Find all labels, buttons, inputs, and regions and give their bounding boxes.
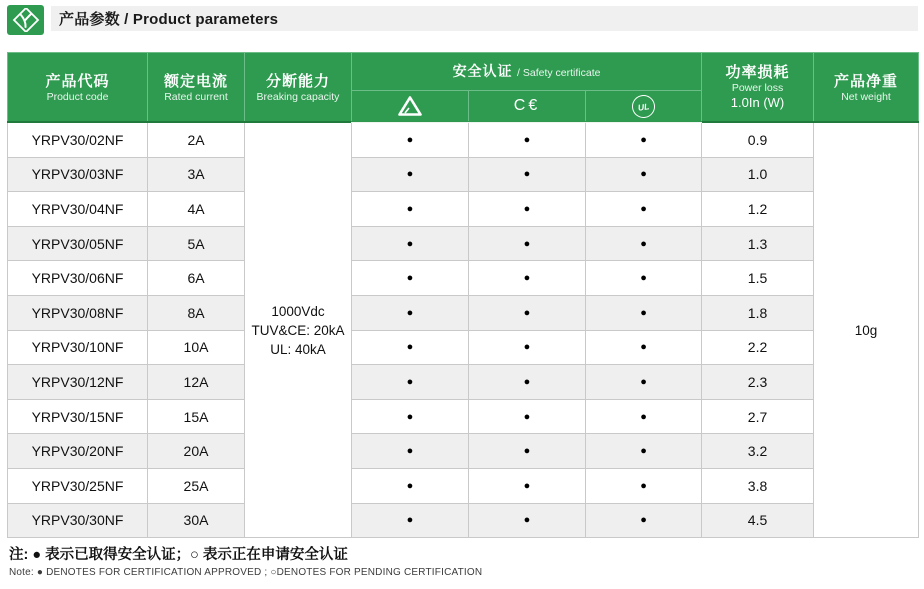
table-row bbox=[8, 122, 919, 157]
power-loss-cell: 4.5 bbox=[702, 503, 814, 538]
col-header-power-loss-sub: 1.0In (W) bbox=[730, 95, 785, 110]
col-header-power-loss-en: Power loss bbox=[731, 82, 784, 94]
col-header-safety-certificate-cn: 安全认证 bbox=[452, 63, 513, 79]
ce-cert-cell: ● bbox=[469, 330, 586, 365]
ul-cert-cell: ● bbox=[586, 434, 702, 469]
power-loss-cell: 1.5 bbox=[702, 261, 814, 296]
ul-cert-cell: ● bbox=[586, 468, 702, 503]
col-header-rated-current-cn: 额定电流 bbox=[163, 72, 228, 90]
product-code-cell: YRPV30/06NF bbox=[8, 261, 148, 296]
breaking-capacity-line3: UL: 40kA bbox=[270, 341, 326, 357]
ce-cert-cell: ● bbox=[469, 192, 586, 227]
rated-current-cell: 15A bbox=[148, 399, 245, 434]
ce-icon bbox=[469, 91, 585, 121]
tuv-cert-cell: ● bbox=[352, 122, 469, 157]
table-row bbox=[8, 192, 919, 227]
col-header-power-loss bbox=[702, 53, 814, 123]
brand-logo-glyph bbox=[11, 8, 41, 32]
col-header-product-code bbox=[8, 53, 148, 123]
ul-cert-cell: ● bbox=[586, 122, 702, 157]
brand-logo-icon bbox=[7, 5, 44, 35]
power-loss-cell: 2.7 bbox=[702, 399, 814, 434]
ce-cert-cell: ● bbox=[469, 503, 586, 538]
cert-col-tuv bbox=[352, 91, 469, 123]
col-header-net-weight-cn: 产品净重 bbox=[834, 72, 899, 90]
ul-cert-cell: ● bbox=[586, 399, 702, 434]
ul-cert-cell: ● bbox=[586, 157, 702, 192]
table-row bbox=[8, 330, 919, 365]
product-code-cell: YRPV30/04NF bbox=[8, 192, 148, 227]
ul-cert-cell: ● bbox=[586, 365, 702, 400]
tuv-cert-cell: ● bbox=[352, 295, 469, 330]
ul-cert-cell: ● bbox=[586, 330, 702, 365]
rated-current-cell: 25A bbox=[148, 468, 245, 503]
col-header-safety-certificate bbox=[352, 53, 702, 91]
col-header-power-loss-cn: 功率损耗 bbox=[725, 64, 790, 81]
col-header-safety-certificate-en: / Safety certificate bbox=[517, 67, 601, 79]
table-row bbox=[8, 434, 919, 469]
footnote-chinese: 注: ● 表示已取得安全认证；○ 表示正在申请安全认证 bbox=[9, 547, 348, 564]
product-code-cell: YRPV30/05NF bbox=[8, 226, 148, 261]
col-header-breaking-capacity-cn: 分断能力 bbox=[265, 72, 330, 90]
cert-col-ce bbox=[469, 91, 586, 123]
ce-cert-cell: ● bbox=[469, 434, 586, 469]
tuv-cert-cell: ● bbox=[352, 226, 469, 261]
product-code-cell: YRPV30/02NF bbox=[8, 122, 148, 157]
power-loss-cell: 1.0 bbox=[702, 157, 814, 192]
power-loss-cell: 0.9 bbox=[702, 122, 814, 157]
footnotes bbox=[7, 546, 918, 579]
rated-current-cell: 8A bbox=[148, 295, 245, 330]
product-code-cell: YRPV30/15NF bbox=[8, 399, 148, 434]
table-row bbox=[8, 226, 919, 261]
ce-cert-cell: ● bbox=[469, 365, 586, 400]
tuv-cert-cell: ● bbox=[352, 503, 469, 538]
cert-col-ul bbox=[586, 91, 702, 123]
product-code-cell: YRPV30/08NF bbox=[8, 295, 148, 330]
product-code-cell: YRPV30/10NF bbox=[8, 330, 148, 365]
table-row bbox=[8, 157, 919, 192]
ul-icon-glyph: UL bbox=[631, 93, 657, 119]
col-header-breaking-capacity bbox=[245, 53, 352, 123]
col-header-product-code-en: Product code bbox=[46, 90, 109, 103]
tuv-icon bbox=[352, 91, 468, 121]
ce-cert-cell: ● bbox=[469, 468, 586, 503]
tuv-cert-cell: ● bbox=[352, 192, 469, 227]
ul-cert-cell: ● bbox=[586, 192, 702, 227]
net-weight-cell: 10g bbox=[814, 122, 919, 538]
power-loss-cell: 2.3 bbox=[702, 365, 814, 400]
product-code-cell: YRPV30/12NF bbox=[8, 365, 148, 400]
rated-current-cell: 10A bbox=[148, 330, 245, 365]
titlebar bbox=[51, 6, 918, 31]
rated-current-cell: 20A bbox=[148, 434, 245, 469]
tuv-cert-cell: ● bbox=[352, 157, 469, 192]
tuv-cert-cell: ● bbox=[352, 468, 469, 503]
power-loss-cell: 1.8 bbox=[702, 295, 814, 330]
rated-current-cell: 4A bbox=[148, 192, 245, 227]
power-loss-cell: 3.8 bbox=[702, 468, 814, 503]
ce-cert-cell: ● bbox=[469, 122, 586, 157]
col-header-breaking-capacity-en: Breaking capacity bbox=[256, 90, 340, 103]
ce-cert-cell: ● bbox=[469, 261, 586, 296]
rated-current-cell: 5A bbox=[148, 226, 245, 261]
product-code-cell: YRPV30/03NF bbox=[8, 157, 148, 192]
table-row bbox=[8, 365, 919, 400]
table-body bbox=[8, 122, 919, 538]
table-header bbox=[8, 53, 919, 123]
product-parameters-table bbox=[7, 52, 919, 538]
ul-cert-cell: ● bbox=[586, 295, 702, 330]
ce-cert-cell: ● bbox=[469, 399, 586, 434]
table-row bbox=[8, 261, 919, 296]
tuv-cert-cell: ● bbox=[352, 399, 469, 434]
product-code-cell: YRPV30/20NF bbox=[8, 434, 148, 469]
rated-current-cell: 3A bbox=[148, 157, 245, 192]
product-code-cell: YRPV30/30NF bbox=[8, 503, 148, 538]
rated-current-cell: 6A bbox=[148, 261, 245, 296]
power-loss-cell: 1.3 bbox=[702, 226, 814, 261]
page-title: 产品参数 / Product parameters bbox=[59, 11, 279, 28]
power-loss-cell: 3.2 bbox=[702, 434, 814, 469]
rated-current-cell: 30A bbox=[148, 503, 245, 538]
rated-current-cell: 12A bbox=[148, 365, 245, 400]
col-header-net-weight-en: Net weight bbox=[841, 90, 891, 103]
section-header bbox=[7, 4, 918, 38]
table-row bbox=[8, 503, 919, 538]
product-code-cell: YRPV30/25NF bbox=[8, 468, 148, 503]
ul-cert-cell: ● bbox=[586, 261, 702, 296]
breaking-capacity-line1: 1000Vdc bbox=[271, 303, 325, 319]
footnote-english: Note: ● DENOTES FOR CERTIFICATION APPROVED ; ○DENOTES FOR PENDING CERTIFICATION bbox=[9, 567, 483, 579]
ce-cert-cell: ● bbox=[469, 226, 586, 261]
rated-current-cell: 2A bbox=[148, 122, 245, 157]
ce-cert-cell: ● bbox=[469, 295, 586, 330]
col-header-rated-current-en: Rated current bbox=[164, 90, 228, 103]
tuv-cert-cell: ● bbox=[352, 434, 469, 469]
col-header-product-code-cn: 产品代码 bbox=[45, 72, 110, 90]
breaking-capacity-line2: TUV&CE: 20kA bbox=[251, 322, 345, 338]
table-row bbox=[8, 468, 919, 503]
col-header-net-weight bbox=[814, 53, 919, 123]
ul-cert-cell: ● bbox=[586, 226, 702, 261]
ce-cert-cell: ● bbox=[469, 157, 586, 192]
power-loss-cell: 1.2 bbox=[702, 192, 814, 227]
table-row bbox=[8, 295, 919, 330]
ul-cert-cell: ● bbox=[586, 503, 702, 538]
table-row bbox=[8, 399, 919, 434]
power-loss-cell: 2.2 bbox=[702, 330, 814, 365]
ce-icon-glyph: C€ bbox=[513, 97, 541, 114]
breaking-capacity-cell bbox=[245, 122, 352, 538]
tuv-cert-cell: ● bbox=[352, 330, 469, 365]
col-header-rated-current bbox=[148, 53, 245, 123]
tuv-cert-cell: ● bbox=[352, 261, 469, 296]
ul-icon bbox=[586, 91, 701, 121]
tuv-cert-cell: ● bbox=[352, 365, 469, 400]
